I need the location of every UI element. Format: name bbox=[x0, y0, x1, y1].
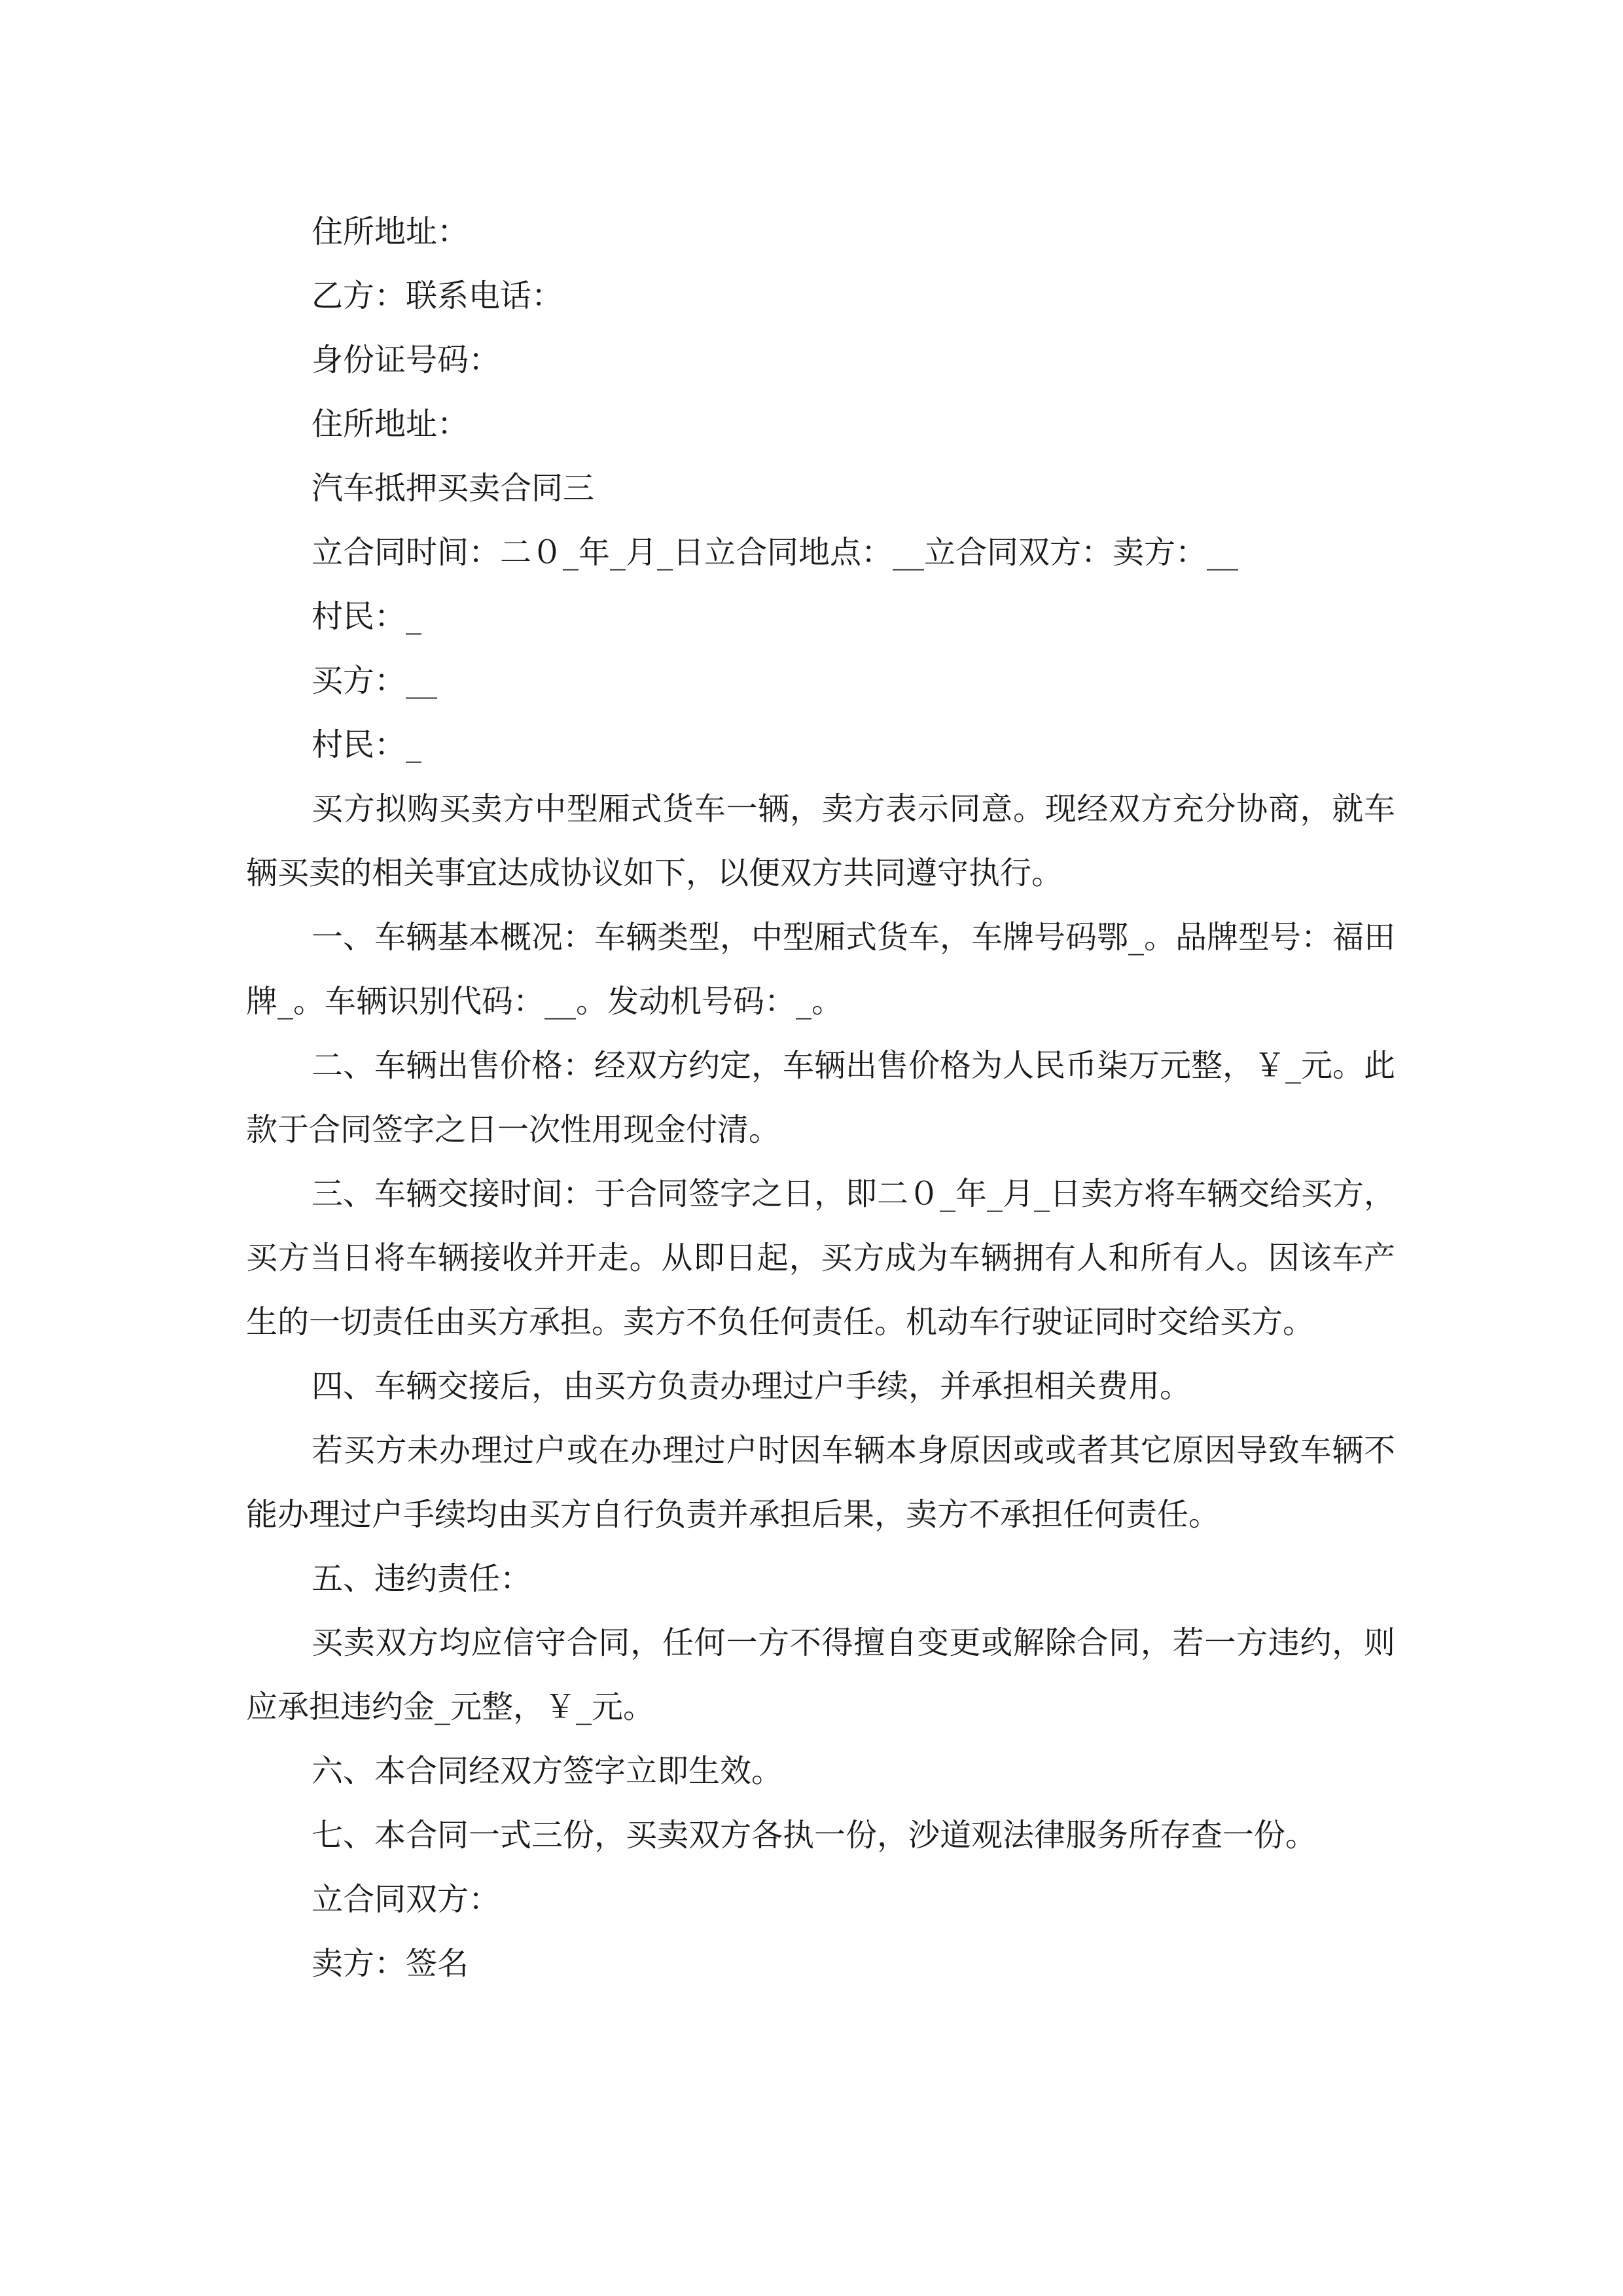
party-b-phone-line: 乙方：联系电话： bbox=[312, 278, 563, 314]
clause-7-copies: 七、本合同一式三份，买卖双方各执一份，沙道观法律服务所存查一份。 bbox=[312, 1817, 1317, 1854]
clause-4-transfer: 四、车辆交接后，由买方负责办理过户手续，并承担相关费用。 bbox=[312, 1368, 1192, 1405]
clause-6-effective: 六、本合同经双方签字立即生效。 bbox=[312, 1753, 783, 1789]
seller-villager-line: 村民：_ bbox=[312, 598, 422, 635]
contract-title: 汽车抵押买卖合同三 bbox=[312, 470, 595, 507]
buyer-villager-line: 村民：_ bbox=[312, 726, 422, 763]
party-a-address-line: 住所地址： bbox=[312, 213, 469, 250]
buyer-line: 买方：__ bbox=[312, 662, 438, 699]
seller-signature-line: 卖方：签名 bbox=[312, 1945, 469, 1982]
party-b-address-line: 住所地址： bbox=[312, 406, 469, 442]
parties-heading: 立合同双方： bbox=[312, 1881, 501, 1918]
clause-1-vehicle-info: 一、车辆基本概况：车辆类型，中型厢式货车，车牌号码鄂_。品牌型号：福田牌_。车辆识别代码：__。发动机号码：_。 bbox=[246, 919, 1396, 1020]
clause-5-body: 买卖双方均应信守合同，任何一方不得擅自变更或解除合同，若一方违约，则应承担违约金_元整，￥_元。 bbox=[246, 1624, 1395, 1725]
intro-paragraph: 买方拟购买卖方中型厢式货车一辆，卖方表示同意。现经双方充分协商，就车辆买卖的相关事宜达成协议如下，以便双方共同遵守执行。 bbox=[246, 791, 1395, 891]
clause-3-handover: 三、车辆交接时间：于合同签字之日，即二０_年_月_日卖方将车辆交给买方，买方当日将车辆接收并开走。从即日起，买方成为车辆拥有人和所有人。因该车产生的一切责任由买方承担。卖方不负任何责任。机动车行驶证同时交给买方。 bbox=[246, 1175, 1396, 1340]
clause-2-price: 二、车辆出售价格：经双方约定，车辆出售价格为人民币柒万元整，￥_元。此款于合同签字之日一次性用现金付清。 bbox=[246, 1047, 1396, 1148]
id-number-line: 身份证号码： bbox=[312, 342, 501, 378]
clause-4-note: 若买方未办理过户或在办理过户时因车辆本身原因或或者其它原因导致车辆不能办理过户手续均由买方自行负责并承担后果，卖方不承担任何责任。 bbox=[246, 1432, 1395, 1533]
contract-time-place-line: 立合同时间：二０_年_月_日立合同地点：__立合同双方：卖方：__ bbox=[312, 534, 1239, 571]
clause-5-title: 五、违约责任： bbox=[312, 1560, 532, 1597]
document-body bbox=[246, 200, 1395, 1996]
